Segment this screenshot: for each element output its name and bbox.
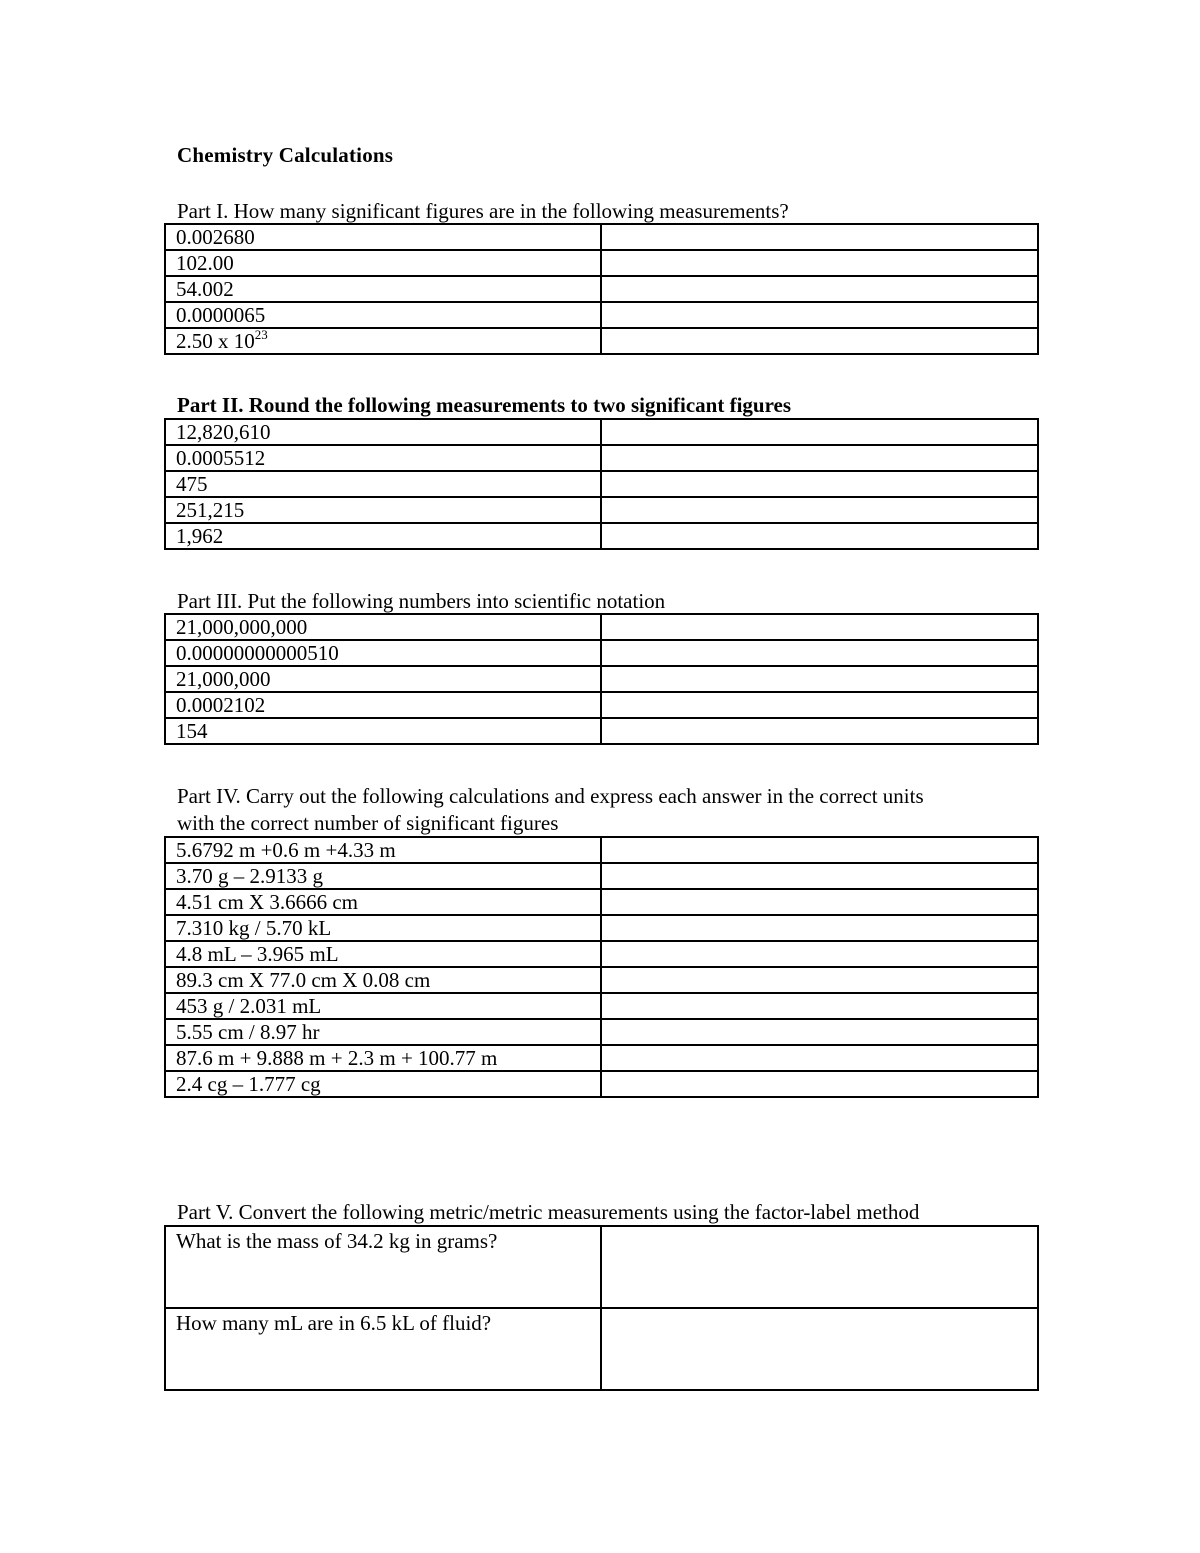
part5-heading: Part V. Convert the following metric/metric measurements using the factor-label method <box>177 1200 920 1224</box>
answer-cell[interactable] <box>601 1308 1038 1390</box>
answer-cell[interactable] <box>601 276 1038 302</box>
question-cell: 3.70 g – 2.9133 g <box>165 863 601 889</box>
table-row <box>165 666 1038 692</box>
table-row <box>165 1226 1038 1308</box>
table-row <box>165 1071 1038 1097</box>
table-row <box>165 445 1038 471</box>
answer-cell[interactable] <box>601 497 1038 523</box>
table-row <box>165 889 1038 915</box>
part2-table <box>164 418 1039 550</box>
table-row <box>165 471 1038 497</box>
question-cell: 89.3 cm X 77.0 cm X 0.08 cm <box>165 967 601 993</box>
answer-cell[interactable] <box>601 666 1038 692</box>
answer-cell[interactable] <box>601 692 1038 718</box>
question-cell: 4.51 cm X 3.6666 cm <box>165 889 601 915</box>
answer-cell[interactable] <box>601 250 1038 276</box>
page-title: Chemistry Calculations <box>177 143 394 167</box>
answer-cell[interactable] <box>601 523 1038 549</box>
question-cell: 0.0000065 <box>165 302 601 328</box>
question-cell: 7.310 kg / 5.70 kL <box>165 915 601 941</box>
table-row <box>165 640 1038 666</box>
question-cell: How many mL are in 6.5 kL of fluid? <box>165 1308 601 1390</box>
question-cell: 154 <box>165 718 601 744</box>
table-row <box>165 614 1038 640</box>
table-row <box>165 941 1038 967</box>
question-cell: 12,820,610 <box>165 419 601 445</box>
table-row <box>165 718 1038 744</box>
answer-cell[interactable] <box>601 445 1038 471</box>
question-cell: 54.002 <box>165 276 601 302</box>
table-row <box>165 915 1038 941</box>
part1-table <box>164 223 1039 355</box>
table-row <box>165 224 1038 250</box>
answer-cell[interactable] <box>601 837 1038 863</box>
table-row <box>165 276 1038 302</box>
answer-cell[interactable] <box>601 915 1038 941</box>
answer-cell[interactable] <box>601 302 1038 328</box>
question-cell: 21,000,000,000 <box>165 614 601 640</box>
answer-cell[interactable] <box>601 471 1038 497</box>
answer-cell[interactable] <box>601 718 1038 744</box>
question-cell: 251,215 <box>165 497 601 523</box>
answer-cell[interactable] <box>601 863 1038 889</box>
table-row <box>165 328 1038 354</box>
question-cell: 102.00 <box>165 250 601 276</box>
question-cell: 453 g / 2.031 mL <box>165 993 601 1019</box>
table-row <box>165 692 1038 718</box>
question-cell: What is the mass of 34.2 kg in grams? <box>165 1226 601 1308</box>
exponent: 23 <box>254 328 268 342</box>
answer-cell[interactable] <box>601 993 1038 1019</box>
part4-heading-line1: Part IV. Carry out the following calculations and express each answer in the correct units <box>177 784 924 808</box>
table-row <box>165 863 1038 889</box>
answer-cell[interactable] <box>601 967 1038 993</box>
question-cell: 21,000,000 <box>165 666 601 692</box>
part2-heading: Part II. Round the following measurements to two significant figures <box>177 393 792 417</box>
answer-cell[interactable] <box>601 1226 1038 1308</box>
question-cell: 475 <box>165 471 601 497</box>
answer-cell[interactable] <box>601 614 1038 640</box>
table-row <box>165 1308 1038 1390</box>
question-cell: 0.00000000000510 <box>165 640 601 666</box>
scientific-base: 2.50 x 10 <box>176 329 255 353</box>
table-row <box>165 1045 1038 1071</box>
question-cell: 1,962 <box>165 523 601 549</box>
question-cell: 5.55 cm / 8.97 hr <box>165 1019 601 1045</box>
answer-cell[interactable] <box>601 224 1038 250</box>
table-row <box>165 993 1038 1019</box>
question-cell: 0.0002102 <box>165 692 601 718</box>
question-cell: 2.4 cg – 1.777 cg <box>165 1071 601 1097</box>
part4-heading-line2: with the correct number of significant figures <box>177 811 559 835</box>
question-cell: 0.002680 <box>165 224 601 250</box>
table-row <box>165 523 1038 549</box>
question-cell: 0.0005512 <box>165 445 601 471</box>
table-row <box>165 1019 1038 1045</box>
question-cell: 87.6 m + 9.888 m + 2.3 m + 100.77 m <box>165 1045 601 1071</box>
answer-cell[interactable] <box>601 328 1038 354</box>
part5-table <box>164 1225 1039 1391</box>
answer-cell[interactable] <box>601 1071 1038 1097</box>
table-row <box>165 967 1038 993</box>
question-cell <box>165 328 601 354</box>
answer-cell[interactable] <box>601 640 1038 666</box>
table-row <box>165 302 1038 328</box>
answer-cell[interactable] <box>601 1019 1038 1045</box>
answer-cell[interactable] <box>601 889 1038 915</box>
answer-cell[interactable] <box>601 419 1038 445</box>
table-row <box>165 419 1038 445</box>
part3-heading: Part III. Put the following numbers into scientific notation <box>177 589 666 613</box>
answer-cell[interactable] <box>601 941 1038 967</box>
part3-table <box>164 613 1039 745</box>
part1-heading: Part I. How many significant figures are in the following measurements? <box>177 199 789 223</box>
table-row <box>165 497 1038 523</box>
table-row <box>165 837 1038 863</box>
answer-cell[interactable] <box>601 1045 1038 1071</box>
question-cell: 4.8 mL – 3.965 mL <box>165 941 601 967</box>
part4-table <box>164 836 1039 1098</box>
table-row <box>165 250 1038 276</box>
question-cell: 5.6792 m +0.6 m +4.33 m <box>165 837 601 863</box>
